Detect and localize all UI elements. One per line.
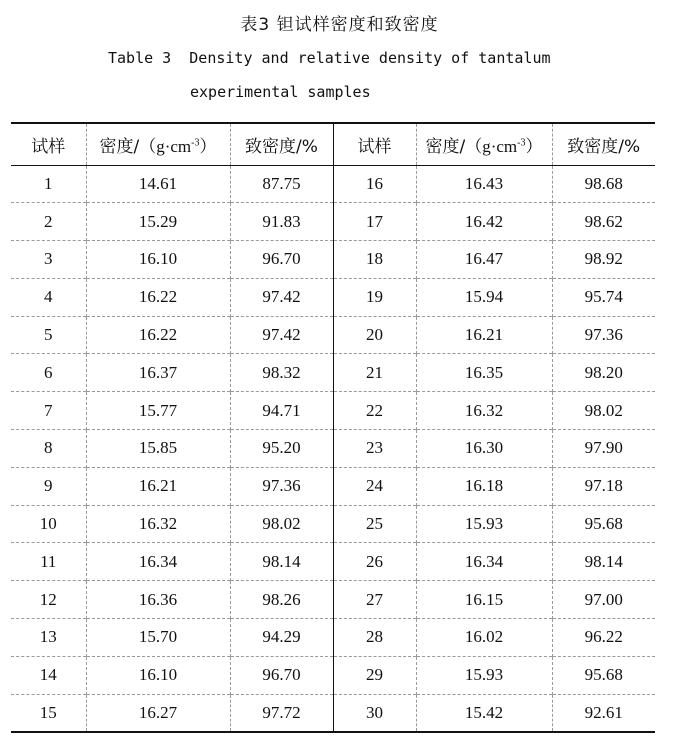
cell-density-left: 15.77: [86, 392, 230, 430]
cell-density-right: 16.15: [416, 581, 552, 619]
cell-density-left: 16.27: [86, 694, 230, 732]
cell-relative-density-left: 97.36: [230, 467, 333, 505]
cell-density-left: 16.10: [86, 656, 230, 694]
cell-relative-density-left: 94.29: [230, 619, 333, 657]
table-row: [11, 203, 655, 241]
cell-relative-density-right: 95.74: [584, 287, 623, 307]
cell-density-right: 16.34: [416, 543, 552, 581]
cell-sample-right: 20: [333, 316, 416, 354]
cell-relative-density-right: 98.14: [584, 551, 623, 571]
cell-sample-left: 6: [11, 354, 86, 392]
cell-relative-density-left: 98.14: [230, 543, 333, 581]
cell-density-right: 16.30: [416, 430, 552, 468]
cell-density-left: 15.29: [86, 203, 230, 241]
table-row: [11, 316, 655, 354]
cell-relative-density-left: 97.42: [230, 316, 333, 354]
cell-sample-left: 2: [11, 203, 86, 241]
cell-relative-density-right: 98.02: [584, 400, 623, 420]
cell-sample-right: 29: [333, 656, 416, 694]
table-row: [11, 241, 655, 279]
table-row: [11, 165, 655, 203]
cell-sample-left: 15: [11, 694, 86, 732]
table-title-en-line2: experimental samples: [190, 83, 371, 101]
cell-density-left: 15.85: [86, 430, 230, 468]
cell-sample-right: 17: [333, 203, 416, 241]
cell-relative-density-right: 92.61: [584, 702, 623, 722]
cell-relative-density-left: 87.75: [230, 165, 333, 203]
cell-relative-density-left: 98.26: [230, 581, 333, 619]
cell-relative-density-right: 98.92: [584, 249, 623, 269]
cell-sample-right: 18: [333, 241, 416, 279]
cell-relative-density-right: 98.68: [584, 173, 623, 193]
cell-sample-left: 4: [11, 278, 86, 316]
cell-density-left: 16.34: [86, 543, 230, 581]
cell-relative-density-right: 95.68: [584, 514, 623, 534]
cell-sample-right: 28: [333, 619, 416, 657]
cell-relative-density-right: 98.62: [584, 211, 623, 231]
table-row: [11, 581, 655, 619]
cell-sample-right: 30: [333, 694, 416, 732]
table-row: [11, 619, 655, 657]
cell-relative-density-right: 97.90: [584, 438, 623, 458]
table-header-row: [11, 123, 655, 165]
cell-relative-density-left: 95.20: [230, 430, 333, 468]
cell-relative-density-right: 95.68: [584, 665, 623, 685]
table-row: [11, 392, 655, 430]
cell-density-right: 16.42: [416, 203, 552, 241]
cell-density-right: 15.94: [416, 278, 552, 316]
cell-density-right: 15.93: [416, 656, 552, 694]
cell-sample-left: 3: [11, 241, 86, 279]
header-relative-density-left: 致密度/%: [230, 123, 333, 165]
cell-density-left: 16.22: [86, 278, 230, 316]
cell-sample-left: 11: [11, 543, 86, 581]
cell-density-left: 16.32: [86, 505, 230, 543]
cell-sample-left: 5: [11, 316, 86, 354]
table-row: [11, 354, 655, 392]
cell-sample-right: 23: [333, 430, 416, 468]
cell-sample-right: 27: [333, 581, 416, 619]
cell-density-left: 16.37: [86, 354, 230, 392]
cell-density-right: 15.93: [416, 505, 552, 543]
cell-relative-density-left: 94.71: [230, 392, 333, 430]
cell-sample-left: 13: [11, 619, 86, 657]
cell-relative-density-right: 96.22: [584, 627, 623, 647]
cell-density-right: 16.02: [416, 619, 552, 657]
table-row: [11, 430, 655, 468]
table-row: [11, 656, 655, 694]
cell-relative-density-right: 97.00: [584, 589, 623, 609]
cell-relative-density-left: 98.32: [230, 354, 333, 392]
cell-sample-right: 25: [333, 505, 416, 543]
cell-sample-left: 7: [11, 392, 86, 430]
header-density-right: 密度$/(g\cdot cm^{-3})$: [416, 123, 552, 165]
cell-relative-density-left: 91.83: [230, 203, 333, 241]
cell-density-right: 16.35: [416, 354, 552, 392]
cell-relative-density-left: 96.70: [230, 241, 333, 279]
cell-sample-left: 9: [11, 467, 86, 505]
cell-relative-density-right: 97.36: [584, 325, 623, 345]
header-relative-density-right: 致密度/%: [567, 136, 641, 157]
header-density-left: 密度$/(g\cdot cm^{-3})$: [86, 123, 230, 165]
cell-relative-density-left: 96.70: [230, 656, 333, 694]
cell-relative-density-right: 98.20: [584, 362, 623, 382]
cell-density-left: 16.21: [86, 467, 230, 505]
cell-sample-left: 14: [11, 656, 86, 694]
table-row: [11, 543, 655, 581]
cell-relative-density-left: 98.02: [230, 505, 333, 543]
cell-sample-right: 24: [333, 467, 416, 505]
header-sample-left: 试样: [11, 123, 86, 165]
cell-density-left: 16.36: [86, 581, 230, 619]
cell-sample-left: 10: [11, 505, 86, 543]
cell-sample-right: 16: [333, 165, 416, 203]
cell-sample-right: 22: [333, 392, 416, 430]
cell-relative-density-left: 97.72: [230, 694, 333, 732]
table-row: [11, 278, 655, 316]
cell-sample-left: 12: [11, 581, 86, 619]
cell-density-right: 16.21: [416, 316, 552, 354]
density-table: [11, 122, 655, 733]
table-row: [11, 505, 655, 543]
cell-sample-right: 19: [333, 278, 416, 316]
table-row: [11, 467, 655, 505]
cell-sample-left: 1: [11, 165, 86, 203]
cell-density-right: 16.47: [416, 241, 552, 279]
cell-density-left: 16.10: [86, 241, 230, 279]
cell-relative-density-right: 97.18: [584, 476, 623, 496]
cell-density-right: 16.18: [416, 467, 552, 505]
cell-sample-left: 8: [11, 430, 86, 468]
cell-density-right: 16.43: [416, 165, 552, 203]
header-sample-right: 试样: [333, 123, 416, 165]
cell-density-right: 16.32: [416, 392, 552, 430]
cell-density-right: 15.42: [416, 694, 552, 732]
cell-sample-right: 21: [333, 354, 416, 392]
table-title-en-line1: Table 3 Density and relative density of tantalum: [108, 49, 551, 67]
cell-relative-density-left: 97.42: [230, 278, 333, 316]
cell-density-left: 16.22: [86, 316, 230, 354]
table-row: [11, 694, 655, 732]
cell-sample-right: 26: [333, 543, 416, 581]
table-title-cn: 表3 钽试样密度和致密度: [240, 15, 439, 35]
cell-density-left: 15.70: [86, 619, 230, 657]
cell-density-left: 14.61: [86, 165, 230, 203]
